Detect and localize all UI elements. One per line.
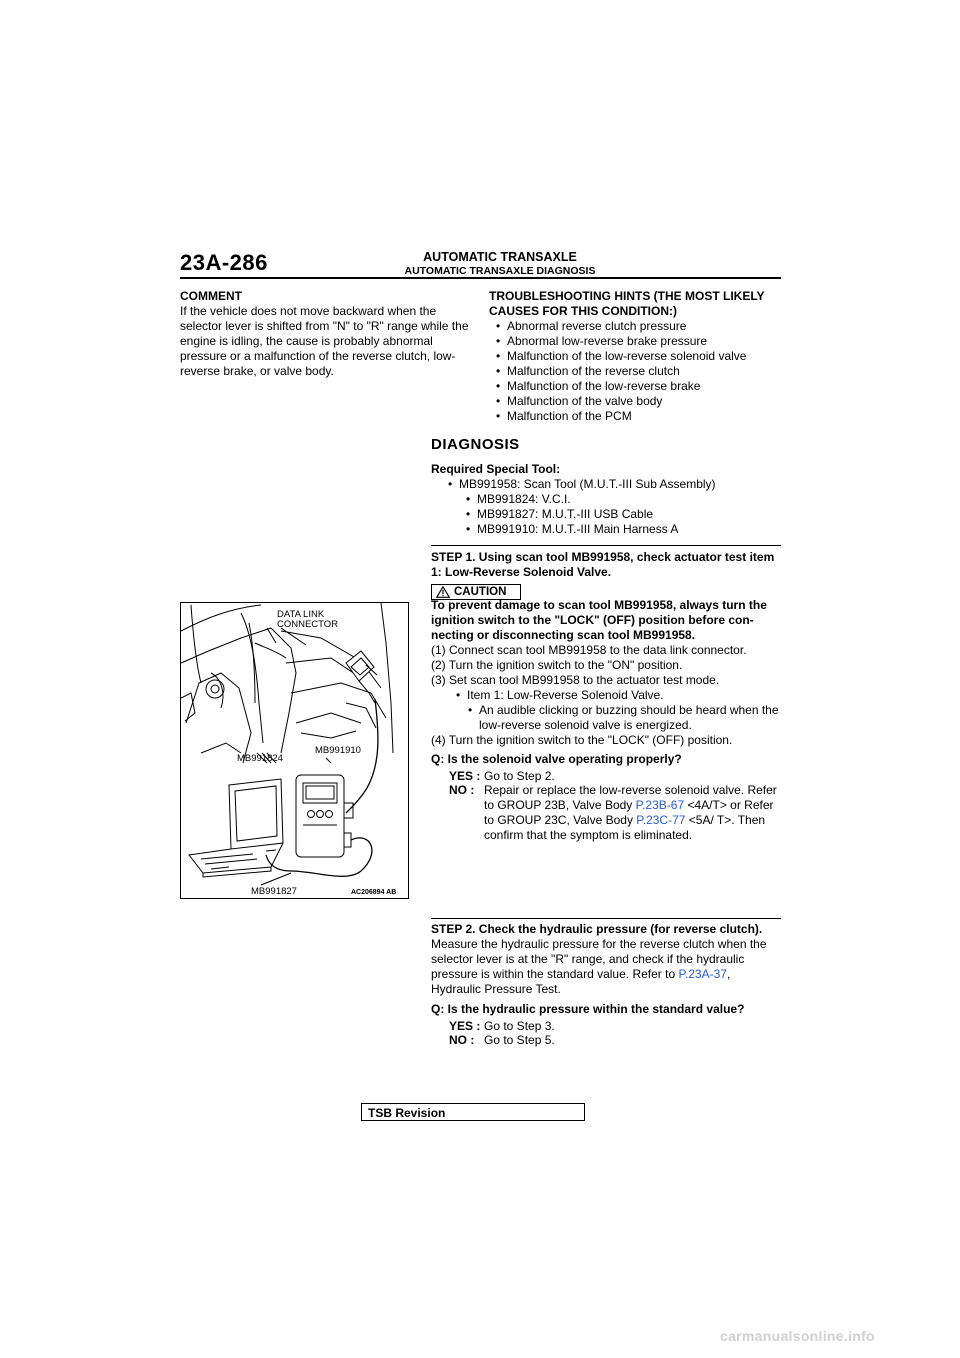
list-item: • Item 1: Low-Reverse Solenoid Valve. bbox=[449, 688, 781, 703]
section-title-main: AUTOMATIC TRANSAXLE bbox=[423, 250, 577, 264]
comment-body: If the vehicle does not move backward when the selector lever is shifted from "N" to "R" range while the engine is idling, the cause is probably abnormal pressure or a malfunction of the reverse clutch, low-reverse brake, or valve body. bbox=[180, 304, 469, 378]
figure-label-harness: MB991910 bbox=[315, 745, 361, 756]
step2-body-part: Measure the hydraulic pressure for the reverse clutch when the selector lever is at the "R" range, and check if the hydraulic pressure is within the standard value. Refer to bbox=[431, 937, 767, 981]
figure-label-vci: MB991824 bbox=[237, 753, 283, 764]
step1-s3-sublist bbox=[431, 703, 781, 733]
caution-label: CAUTION bbox=[454, 586, 507, 598]
subtools-list bbox=[431, 492, 781, 537]
step2-rule bbox=[431, 918, 781, 919]
hints-heading: TROUBLESHOOTING HINTS (THE MOST LIKELY CAUSES FOR THIS CONDITION:) bbox=[489, 289, 765, 318]
step1-s1: (1) Connect scan tool MB991958 to the data link connector. bbox=[431, 643, 747, 657]
step1-yes-label: YES : bbox=[449, 769, 481, 783]
step2-body bbox=[431, 937, 781, 997]
list-item: • Malfunction of the PCM bbox=[489, 409, 781, 424]
step1-s2: (2) Turn the ignition switch to the "ON" position. bbox=[431, 658, 683, 672]
list-item: • MB991910: M.U.T.-III Main Harness A bbox=[459, 522, 781, 537]
list-item: • Abnormal low-reverse brake pressure bbox=[489, 334, 781, 349]
figure-label-connector-1: DATA LINK bbox=[277, 609, 325, 620]
ref-link-23b-67[interactable]: P.23B-67 bbox=[635, 798, 685, 812]
no-text-part: <5A/ T>. Then confirm that the symptom is eliminated. bbox=[484, 813, 766, 842]
list-item: • Malfunction of the reverse clutch bbox=[489, 364, 781, 379]
list-item: • MB991827: M.U.T.-III USB Cable bbox=[459, 507, 781, 522]
step1-rule bbox=[431, 545, 781, 546]
step1-body bbox=[431, 598, 781, 748]
hints-list bbox=[489, 319, 781, 424]
no-text-part: Repair or replace the low-reverse solenoid valve. Refer to GROUP 23B, Valve Body bbox=[484, 783, 777, 812]
step2-no-label: NO : bbox=[449, 1033, 475, 1047]
step1-question: Q: Is the solenoid valve operating properly? bbox=[431, 752, 682, 766]
ref-link-23c-77[interactable]: P.23C-77 bbox=[636, 813, 686, 827]
list-item: • An audible clicking or buzzing should be heard when the low-reverse solenoid valve is energized. bbox=[461, 703, 781, 733]
step1-s3-list bbox=[431, 688, 781, 703]
section-subtitle: AUTOMATIC TRANSAXLE DIAGNOSIS bbox=[404, 265, 596, 277]
list-item: • Malfunction of the valve body bbox=[489, 394, 781, 409]
tools-list bbox=[431, 477, 781, 492]
watermark: carmanualsonline.info bbox=[720, 1328, 875, 1344]
warning-icon bbox=[436, 586, 450, 598]
list-item: • MB991958: Scan Tool (M.U.T.-III Sub Assembly) bbox=[431, 477, 781, 492]
tools-block bbox=[431, 462, 781, 537]
step2-yes-text: Go to Step 3. bbox=[484, 1019, 555, 1033]
step2-block bbox=[431, 922, 781, 997]
no-text-part: <4A/T> or Refer to GROUP 23C, Valve Body bbox=[484, 798, 774, 827]
list-item: • Malfunction of the low-reverse brake bbox=[489, 379, 781, 394]
step1-s3: (3) Set scan tool MB991958 to the actuator test mode. bbox=[431, 673, 720, 687]
hints-block bbox=[489, 289, 781, 424]
list-item: • MB991824: V.C.I. bbox=[459, 492, 781, 507]
scan-tool-illustration bbox=[181, 603, 408, 898]
step1-title: STEP 1. Using scan tool MB991958, check actuator test item 1: Low-Reverse Solenoid Valve. bbox=[431, 550, 775, 579]
caution-text: To prevent damage to scan tool MB991958, always turn the ignition switch to the "LOCK" (OFF) position before con-necting or disconnecting scan tool MB991958. bbox=[431, 598, 767, 642]
tsb-revision-box: TSB Revision bbox=[361, 1103, 585, 1121]
step2-yes-label: YES : bbox=[449, 1019, 481, 1033]
diagnosis-heading: DIAGNOSIS bbox=[431, 436, 520, 453]
list-item: • Malfunction of the low-reverse solenoid valve bbox=[489, 349, 781, 364]
section-title bbox=[360, 250, 640, 278]
step1-yes-text: Go to Step 2. bbox=[484, 769, 555, 783]
comment-block bbox=[180, 289, 470, 379]
step2-question: Q: Is the hydraulic pressure within the standard value? bbox=[431, 1002, 745, 1016]
ref-link-23a-37[interactable]: P.23A-37 bbox=[678, 967, 727, 981]
step1-no-label: NO : bbox=[449, 783, 475, 797]
scan-tool-figure bbox=[180, 602, 409, 899]
page-number: 23A-286 bbox=[180, 250, 268, 275]
figure-label-usb: MB991827 bbox=[251, 886, 297, 897]
step2-title: STEP 2. Check the hydraulic pressure (for reverse clutch). bbox=[431, 922, 763, 936]
step1-no-text bbox=[484, 783, 781, 843]
figure-id: AC206894 AB bbox=[351, 889, 397, 896]
comment-heading: COMMENT bbox=[180, 289, 242, 303]
tools-heading: Required Special Tool: bbox=[431, 462, 561, 476]
step1-s4: (4) Turn the ignition switch to the "LOCK" (OFF) position. bbox=[431, 733, 733, 747]
list-item: • Abnormal reverse clutch pressure bbox=[489, 319, 781, 334]
figure-label-connector-2: CONNECTOR bbox=[277, 619, 339, 630]
step2-no-text: Go to Step 5. bbox=[484, 1033, 555, 1047]
step2-body-part: , Hydraulic Pressure Test. bbox=[431, 967, 731, 996]
header-rule bbox=[180, 277, 781, 279]
